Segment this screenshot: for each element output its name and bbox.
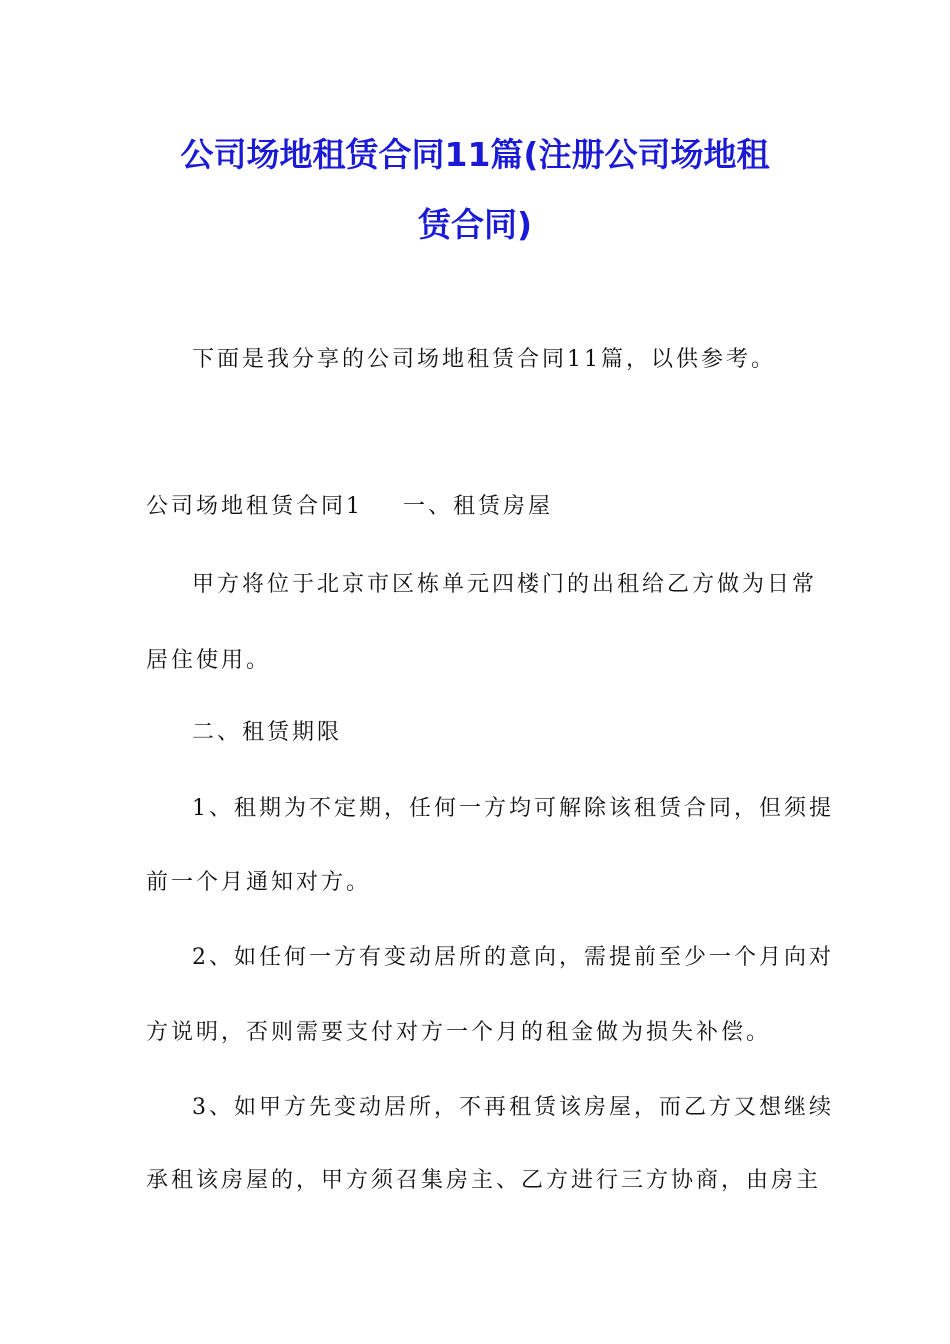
section-heading-row: [146, 492, 553, 522]
paragraph-3-line-1: 2、如任何一方有变动居所的意向，需提前至少一个月向对: [192, 945, 834, 970]
paragraph-2-line-1: 1、租期为不定期，任何一方均可解除该租赁合同，但须提: [192, 796, 834, 821]
section-item-lease-term: 二、租赁期限: [192, 720, 343, 745]
section-heading: 公司场地租赁合同1: [146, 494, 363, 519]
document-title-line-2: 赁合同): [417, 205, 533, 244]
paragraph-1-line-2: 居住使用。: [146, 648, 272, 673]
intro-paragraph: 下面是我分享的公司场地租赁合同11篇，以供参考。: [192, 347, 776, 372]
paragraph-4-line-1: 3、如甲方先变动居所，不再租赁该房屋，而乙方又想继续: [192, 1095, 834, 1120]
section-item-rented-house: 一、租赁房屋: [403, 494, 554, 519]
document-title-line-1: 公司场地租赁合同11篇(注册公司场地租: [180, 135, 770, 174]
paragraph-1-line-1: 甲方将位于北京市区栋单元四楼门的出租给乙方做为日常: [192, 572, 818, 597]
paragraph-2-line-2: 前一个月通知对方。: [146, 870, 372, 895]
paragraph-4-line-2: 承租该房屋的，甲方须召集房主、乙方进行三方协商，由房主: [146, 1168, 822, 1193]
paragraph-3-line-2: 方说明，否则需要支付对方一个月的租金做为损失补偿。: [146, 1020, 772, 1045]
